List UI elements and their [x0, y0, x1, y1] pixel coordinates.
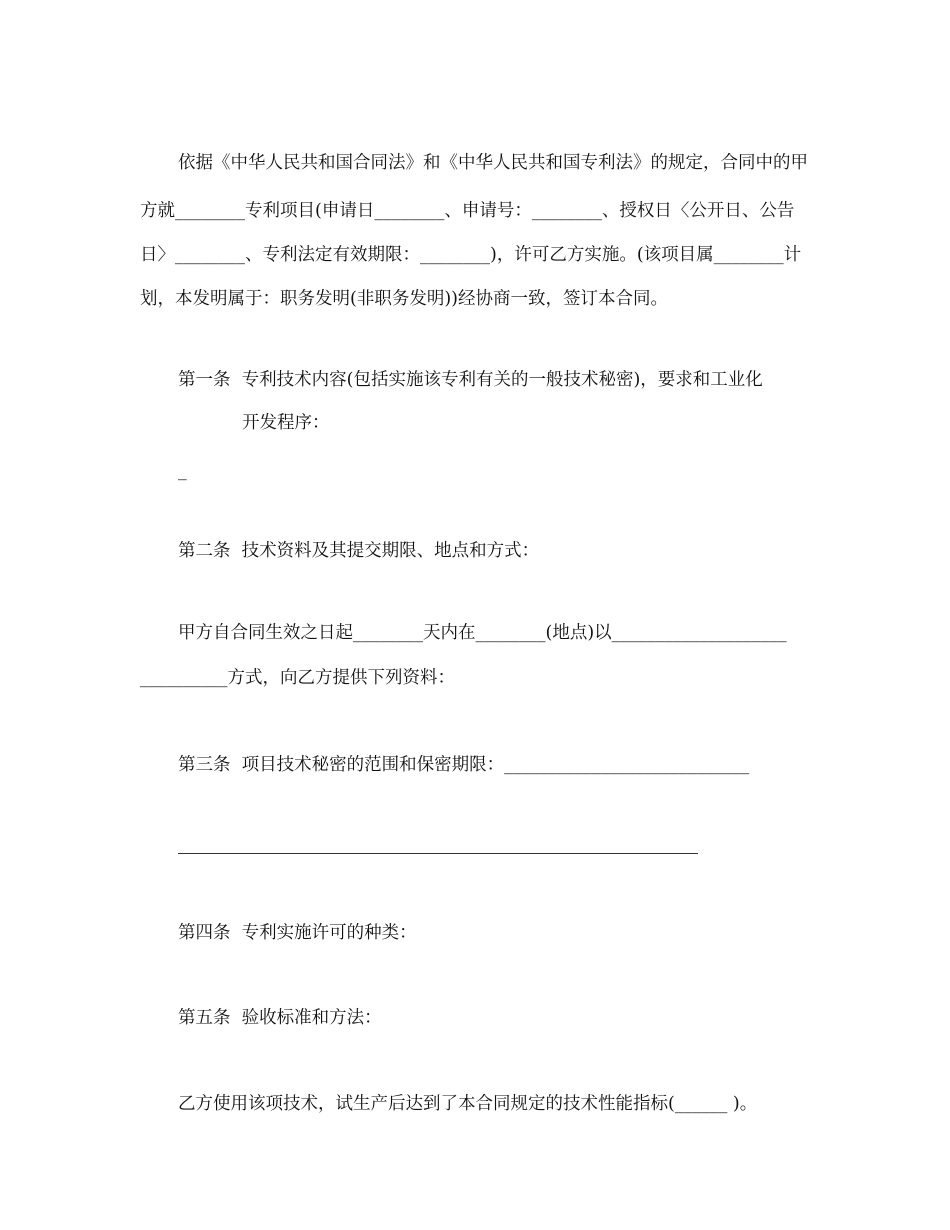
article-1-heading: 第一条 专利技术内容(包括实施该专利有关的一般技术秘密)，要求和工业化 — [178, 370, 763, 390]
article-5-body: 乙方使用该项技术，试生产后达到了本合同规定的技术性能指标(______ )。 — [178, 1094, 758, 1114]
article-4-heading: 第四条 专利实施许可的种类： — [178, 923, 417, 943]
article-2-heading: 第二条 技术资料及其提交期限、地点和方式： — [178, 541, 540, 561]
intro-line-1: 依据《中华人民共和国合同法》和《中华人民共和国专利法》的规定，合同中的甲 — [178, 153, 808, 173]
intro-line-2: 方就________专利项目(申请日________、申请号：________、授权日〈公开日、公告 — [140, 201, 795, 221]
article-3-heading: 第三条 项目技术秘密的范围和保密期限：____________________________ — [178, 755, 750, 775]
article-5-heading: 第五条 验收标准和方法： — [178, 1008, 382, 1028]
article-2-body-line-1: 甲方自合同生效之日起________天内在________(地点)以____________________ — [178, 623, 787, 643]
article-2-body-line-2: __________方式，向乙方提供下列资料： — [140, 668, 455, 688]
article-3-blank-line — [178, 853, 698, 854]
article-1-continuation: 开发程序： — [242, 413, 330, 433]
article-1-blank: _ — [178, 461, 187, 481]
intro-line-3: 日〉________、专利法定有效期限：________)，许可乙方实施。(该项目属________计 — [140, 245, 802, 265]
intro-line-4: 划，本发明属于：职务发明(非职务发明))经协商一致，签订本合同。 — [140, 289, 668, 309]
